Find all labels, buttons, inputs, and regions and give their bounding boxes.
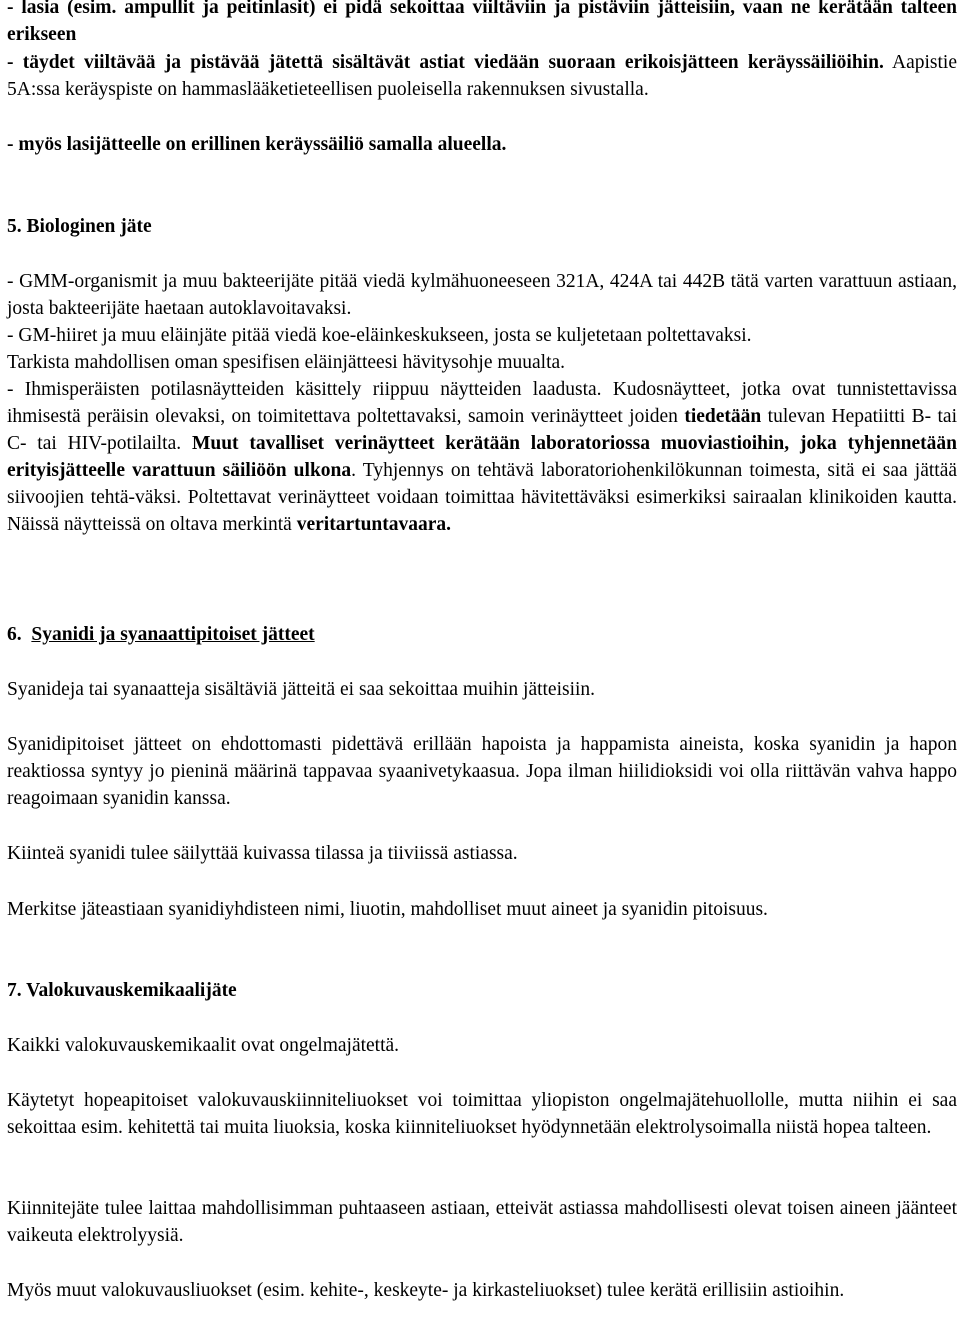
- section7-heading: [7, 977, 957, 1004]
- cyanide-labeling-text: Merkitse jäteastiaan syanidiyhdisteen nimi, liuotin, mahdolliset muut aineet ja syanidin pitoisuus.: [7, 899, 768, 920]
- sharps-containers-bold-text: - täydet viiltävää ja pistävää jätettä sisältävät astiat viedään suoraan erikoisjätteen keräyssäiliöihin.: [7, 52, 884, 73]
- patient-samples-text-a: - Ihmisperäisten potilasnäytteiden käsittely riippuu näytteiden laadusta. Kudosnäytteet, jotka ovat tunnistettavissa ihmisestä peräisin olevaksi, on toimitettava poltettavaksi, samoin verinäytteet joiden: [7, 379, 957, 427]
- cyanide-mixing-paragraph: [7, 676, 957, 703]
- section5-heading: [7, 213, 957, 240]
- fixer-solutions-paragraph: [7, 1087, 957, 1141]
- cyanide-storage-paragraph: [7, 840, 957, 867]
- cyanide-storage-text: Kiinteä syanidi tulee säilyttää kuivassa tilassa ja tiiviissä astiassa.: [7, 843, 518, 864]
- other-solutions-paragraph: [7, 1277, 957, 1304]
- glass-waste-text: - lasia (esim. ampullit ja peitinlasit) ei pidä sekoittaa viiltäviin ja pistäviin jätteisiin, vaan ne kerätään talteen erikseen: [7, 0, 957, 45]
- section7-heading-text: 7. Valokuvauskemikaalijäte: [7, 980, 237, 1001]
- cyanide-acid-paragraph: [7, 731, 957, 812]
- gm-mice-paragraph: [7, 322, 957, 349]
- glass-collection-paragraph: [7, 131, 957, 158]
- glass-collection-text: - myös lasijätteelle on erillinen keräyssäiliö samalla alueella.: [7, 134, 507, 155]
- section6-heading: [7, 621, 957, 648]
- gmm-waste-paragraph: [7, 268, 957, 322]
- ordinary-blood-samples-bold: Muut tavalliset verinäytteet kerätään laboratoriossa muoviastioihin, joka tyhjennetään erityisjätteelle varattuun säiliöön ulkona: [7, 433, 958, 481]
- fixer-container-paragraph: [7, 1195, 957, 1249]
- cyanide-labeling-paragraph: [7, 896, 957, 923]
- patient-samples-text-c: tulevan Hepatiitti B- tai C- tai HIV-potilailta.: [7, 406, 957, 454]
- fixer-solutions-text: Käytetyt hopeapitoiset valokuvauskiinniteliuokset voi toimittaa yliopiston ongelmajätehuollolle, mutta niihin ei saa sekoittaa esim. kehitettä tai muita liuoksia, koska kiinniteliuokset hyödynnetään elektrolysoimalla niistä hopea talteen.: [7, 1090, 957, 1138]
- cyanide-acid-text: Syanidipitoiset jätteet on ehdottomasti pidettävä erillään hapoista ja happamista aineista, koska syanidin ja hapon reaktiossa syntyy jo pieninä määrinä tappavaa syaanivetykaasua. Jopa ilman hiilidioksidi voi olla riittävän vahva happo reagoimaan syanidin kanssa.: [7, 734, 957, 809]
- collection-point-text: Aapistie 5A:ssa keräyspiste on hammaslääketieteellisen puoleisella rakennuksen sivustalla.: [7, 52, 957, 100]
- patient-samples-text-e: . Tyhjennys on tehtävä laboratoriohenkilökunnan toimesta, sitä ei saa jättää siivoojien tehtä-väksi. Poltettavat verinäytteet voidaan toimittaa hävitettäväksi esimerkiksi sairaalan klinikoiden kautta. Näissä näytteissä on oltava merkintä: [7, 460, 957, 535]
- photo-chemicals-paragraph: [7, 1032, 957, 1059]
- check-instructions-text: Tarkista mahdollisen oman spesifisen eläinjätteesi hävitysohje muualta.: [7, 352, 566, 373]
- glass-waste-paragraph: [7, 0, 957, 48]
- section5-heading-text: 5. Biologinen jäte: [7, 216, 152, 237]
- gm-mice-text: - GM-hiiret ja muu eläinjäte pitää viedä koe-eläinkeskukseen, josta se kuljetetaan poltettavaksi.: [7, 325, 752, 346]
- patient-samples-paragraph: [7, 376, 957, 538]
- cyanide-mixing-text: Syanideja tai syanaatteja sisältäviä jätteitä ei saa sekoittaa muihin jätteisiin.: [7, 679, 596, 700]
- section6-heading-text: Syanidi ja syanaattipitoiset jätteet: [31, 624, 315, 645]
- fixer-container-text: Kiinnitejäte tulee laittaa mahdollisimman puhtaaseen astiaan, etteivät astiassa mahdollisesti olevat toisen aineen jäänteet vaikeuta elektrolyysiä.: [7, 1198, 957, 1246]
- photo-chemicals-text: Kaikki valokuvauskemikaalit ovat ongelmajätettä.: [7, 1035, 400, 1056]
- other-solutions-text: Myös muut valokuvausliuokset (esim. kehite-, keskeyte- ja kirkasteliuokset) tulee kerätä erillisiin astioihin.: [7, 1280, 845, 1301]
- patient-samples-bold-known: tiedetään: [684, 406, 762, 427]
- infection-risk-label: veritartuntavaara.: [296, 514, 452, 535]
- gmm-waste-text: - GMM-organismit ja muu bakteerijäte pitää viedä kylmähuoneeseen 321A, 424A tai 442B tätä varten varattuun astiaan, josta bakteerijäte haetaan autoklavoitavaksi.: [7, 271, 957, 319]
- section6-heading-num: 6.: [7, 624, 22, 645]
- sharps-containers-paragraph: [7, 49, 957, 103]
- check-instructions-paragraph: [7, 349, 957, 376]
